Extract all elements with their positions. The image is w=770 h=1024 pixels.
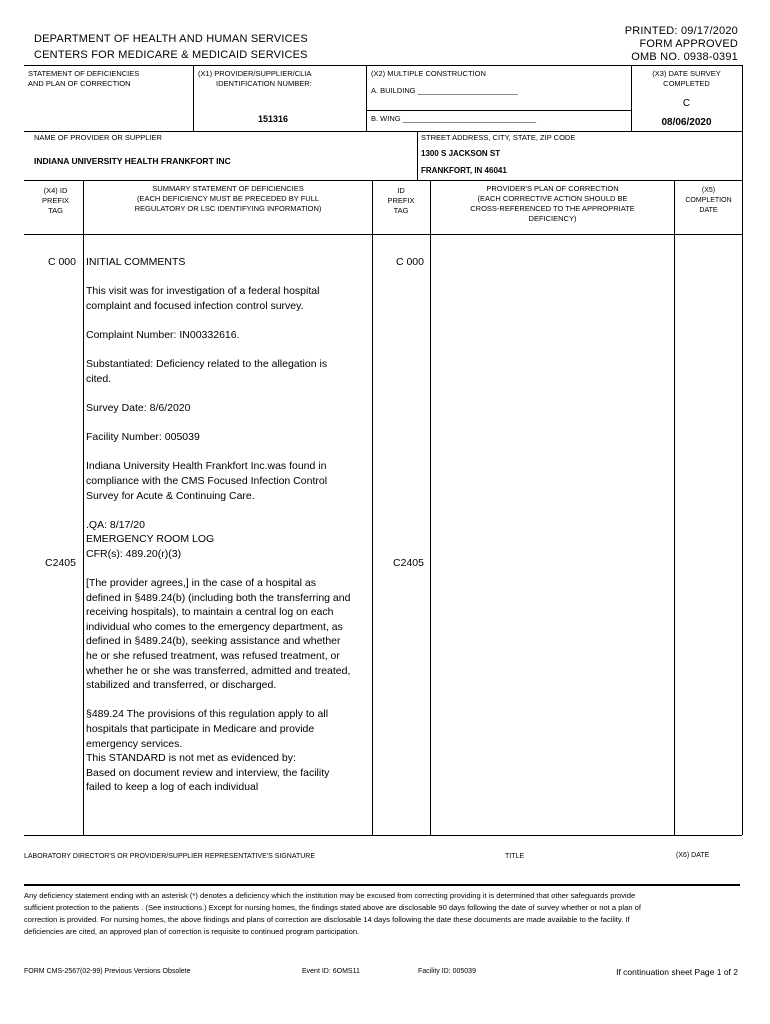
omb-number: OMB NO. 0938-0391 — [631, 51, 738, 63]
street-address: 1300 S JACKSON ST — [421, 149, 501, 158]
id-header: ID PREFIX TAG — [387, 186, 415, 215]
x1-label: (X1) PROVIDER/SUPPLIER/CLIA IDENTIFICATION NUMBER: — [198, 69, 312, 88]
rule — [24, 884, 740, 886]
x6-date-label: (X6) DATE — [676, 852, 710, 859]
tag-left-c2405: C2405 — [45, 557, 76, 569]
tag-right-c2405: C2405 — [393, 557, 424, 569]
event-id: Event ID: 6OMS11 — [302, 968, 360, 975]
rule — [24, 234, 742, 235]
facility-id: Facility ID: 005039 — [418, 968, 476, 975]
x5-header: (X5) COMPLETION DATE — [685, 187, 732, 214]
plan-header: PROVIDER'S PLAN OF CORRECTION (EACH CORRECTIVE ACTION SHOULD BE CROSS-REFERENCED TO THE APPROPRIATE DEFICIENCY) — [470, 184, 635, 223]
rule — [83, 180, 84, 835]
printed-date: PRINTED: 09/17/2020 — [624, 25, 738, 37]
x3-code: C — [682, 98, 691, 109]
title-label: TITLE — [505, 853, 525, 860]
qa-note: .QA: 8/17/20 — [86, 518, 145, 531]
paragraph: Facility Number: 005039 — [86, 431, 200, 444]
form-id: FORM CMS-2567(02-99) Previous Versions Obsolete — [24, 968, 191, 975]
x2-label: (X2) MULTIPLE CONSTRUCTION — [371, 69, 486, 78]
paragraph: Survey Date: 8/6/2020 — [86, 401, 191, 414]
provider-name-label: NAME OF PROVIDER OR SUPPLIER — [34, 133, 162, 142]
page-info: If continuation sheet Page 1 of 2 — [616, 967, 738, 977]
rule — [366, 110, 631, 111]
signature-label: LABORATORY DIRECTOR'S OR PROVIDER/SUPPLIER REPRESENTATIVE'S SIGNATURE — [24, 853, 316, 860]
paragraph: Substantiated: Deficiency related to the allegation is cited. — [86, 358, 328, 385]
department-title: DEPARTMENT OF HEALTH AND HUMAN SERVICES — [34, 33, 308, 45]
provider-name: INDIANA UNIVERSITY HEALTH FRANKFORT INC — [34, 156, 231, 166]
section-title: INITIAL COMMENTS — [86, 256, 186, 268]
rule — [417, 131, 418, 180]
agency-title: CENTERS FOR MEDICARE & MEDICAID SERVICES — [34, 49, 308, 61]
tag-right-c000: C 000 — [395, 256, 424, 268]
paragraph: [The provider agrees,] in the case of a hospital as defined in §489.24(b) (including both the transferring and receiving hospitals), to maintain a central log on each individual who comes to the emergency department, as defined in §489.24(b), seeking assistance and whether he or she refused treatment, was refused treatment, or whether he or she was transferred, admitted and treated, stabilized and transferred, or discharged. — [86, 577, 351, 692]
tag-left-c000: C 000 — [47, 256, 76, 268]
cfr-reference: CFR(s): 489.20(r)(3) — [86, 547, 182, 560]
rule — [24, 131, 742, 132]
rule — [24, 180, 742, 181]
paragraph: Based on document review and interview, the facility failed to keep a log of each individual — [86, 766, 330, 794]
deficiency-summary — [86, 255, 352, 795]
paragraph: §489.24 The provisions of this regulation apply to all hospitals that participate in Medicare and provide emergency services. — [86, 708, 329, 750]
paragraph: Indiana University Health Frankfort Inc.was found in compliance with the CMS Focused Infection Control Survey for Acute & Continuing Care. — [86, 460, 328, 502]
summary-header: SUMMARY STATEMENT OF DEFICIENCIES (EACH DEFICIENCY MUST BE PRECEDED BY FULL REGULATORY OR LSC IDENTIFYING INFORMATION) — [134, 184, 322, 213]
rule — [366, 65, 367, 131]
x3-date: 08/06/2020 — [661, 117, 712, 128]
rule — [742, 65, 743, 835]
x4-header: (X4) ID PREFIX TAG — [41, 186, 70, 215]
form-approved: FORM APPROVED — [639, 38, 738, 50]
x1-value: 151316 — [258, 114, 289, 124]
paragraph: Complaint Number: IN00332616. — [86, 328, 240, 341]
section-title: EMERGENCY ROOM LOG — [86, 533, 215, 546]
disclaimer-text: Any deficiency statement ending with an asterisk (*) denotes a deficiency which the institution may be excused from correcting providing it is determined that other safeguards provide sufficient protection to the patients . (See instructions.) Except for nursing homes, the findings stated above are disclosable 90 days following the date of survey whether or not a plan of correction is provided. For nursing homes, the above findings and plans of correction are disclosable 14 days following the date these documents are made available to the facility. If deficiencies are cited, an approved plan of correction is requisite to continued program participation. — [24, 891, 641, 937]
wing-label: B. WING ________________________________ — [371, 114, 537, 123]
building-label: A. BUILDING ________________________ — [371, 86, 518, 95]
paragraph: This STANDARD is not met as evidenced by: — [86, 752, 296, 765]
rule — [674, 180, 675, 835]
street-label: STREET ADDRESS, CITY, STATE, ZIP CODE — [421, 133, 576, 142]
rule — [372, 180, 373, 835]
rule — [193, 65, 194, 131]
statement-label: STATEMENT OF DEFICIENCIES AND PLAN OF CORRECTION — [28, 69, 140, 88]
city-state-zip: FRANKFORT, IN 46041 — [421, 166, 507, 175]
x3-label: (X3) DATE SURVEY COMPLETED — [652, 69, 721, 88]
rule — [430, 180, 431, 835]
rule — [24, 65, 742, 66]
paragraph: This visit was for investigation of a federal hospital complaint and focused infection control survey. — [86, 285, 320, 312]
rule — [24, 835, 742, 836]
